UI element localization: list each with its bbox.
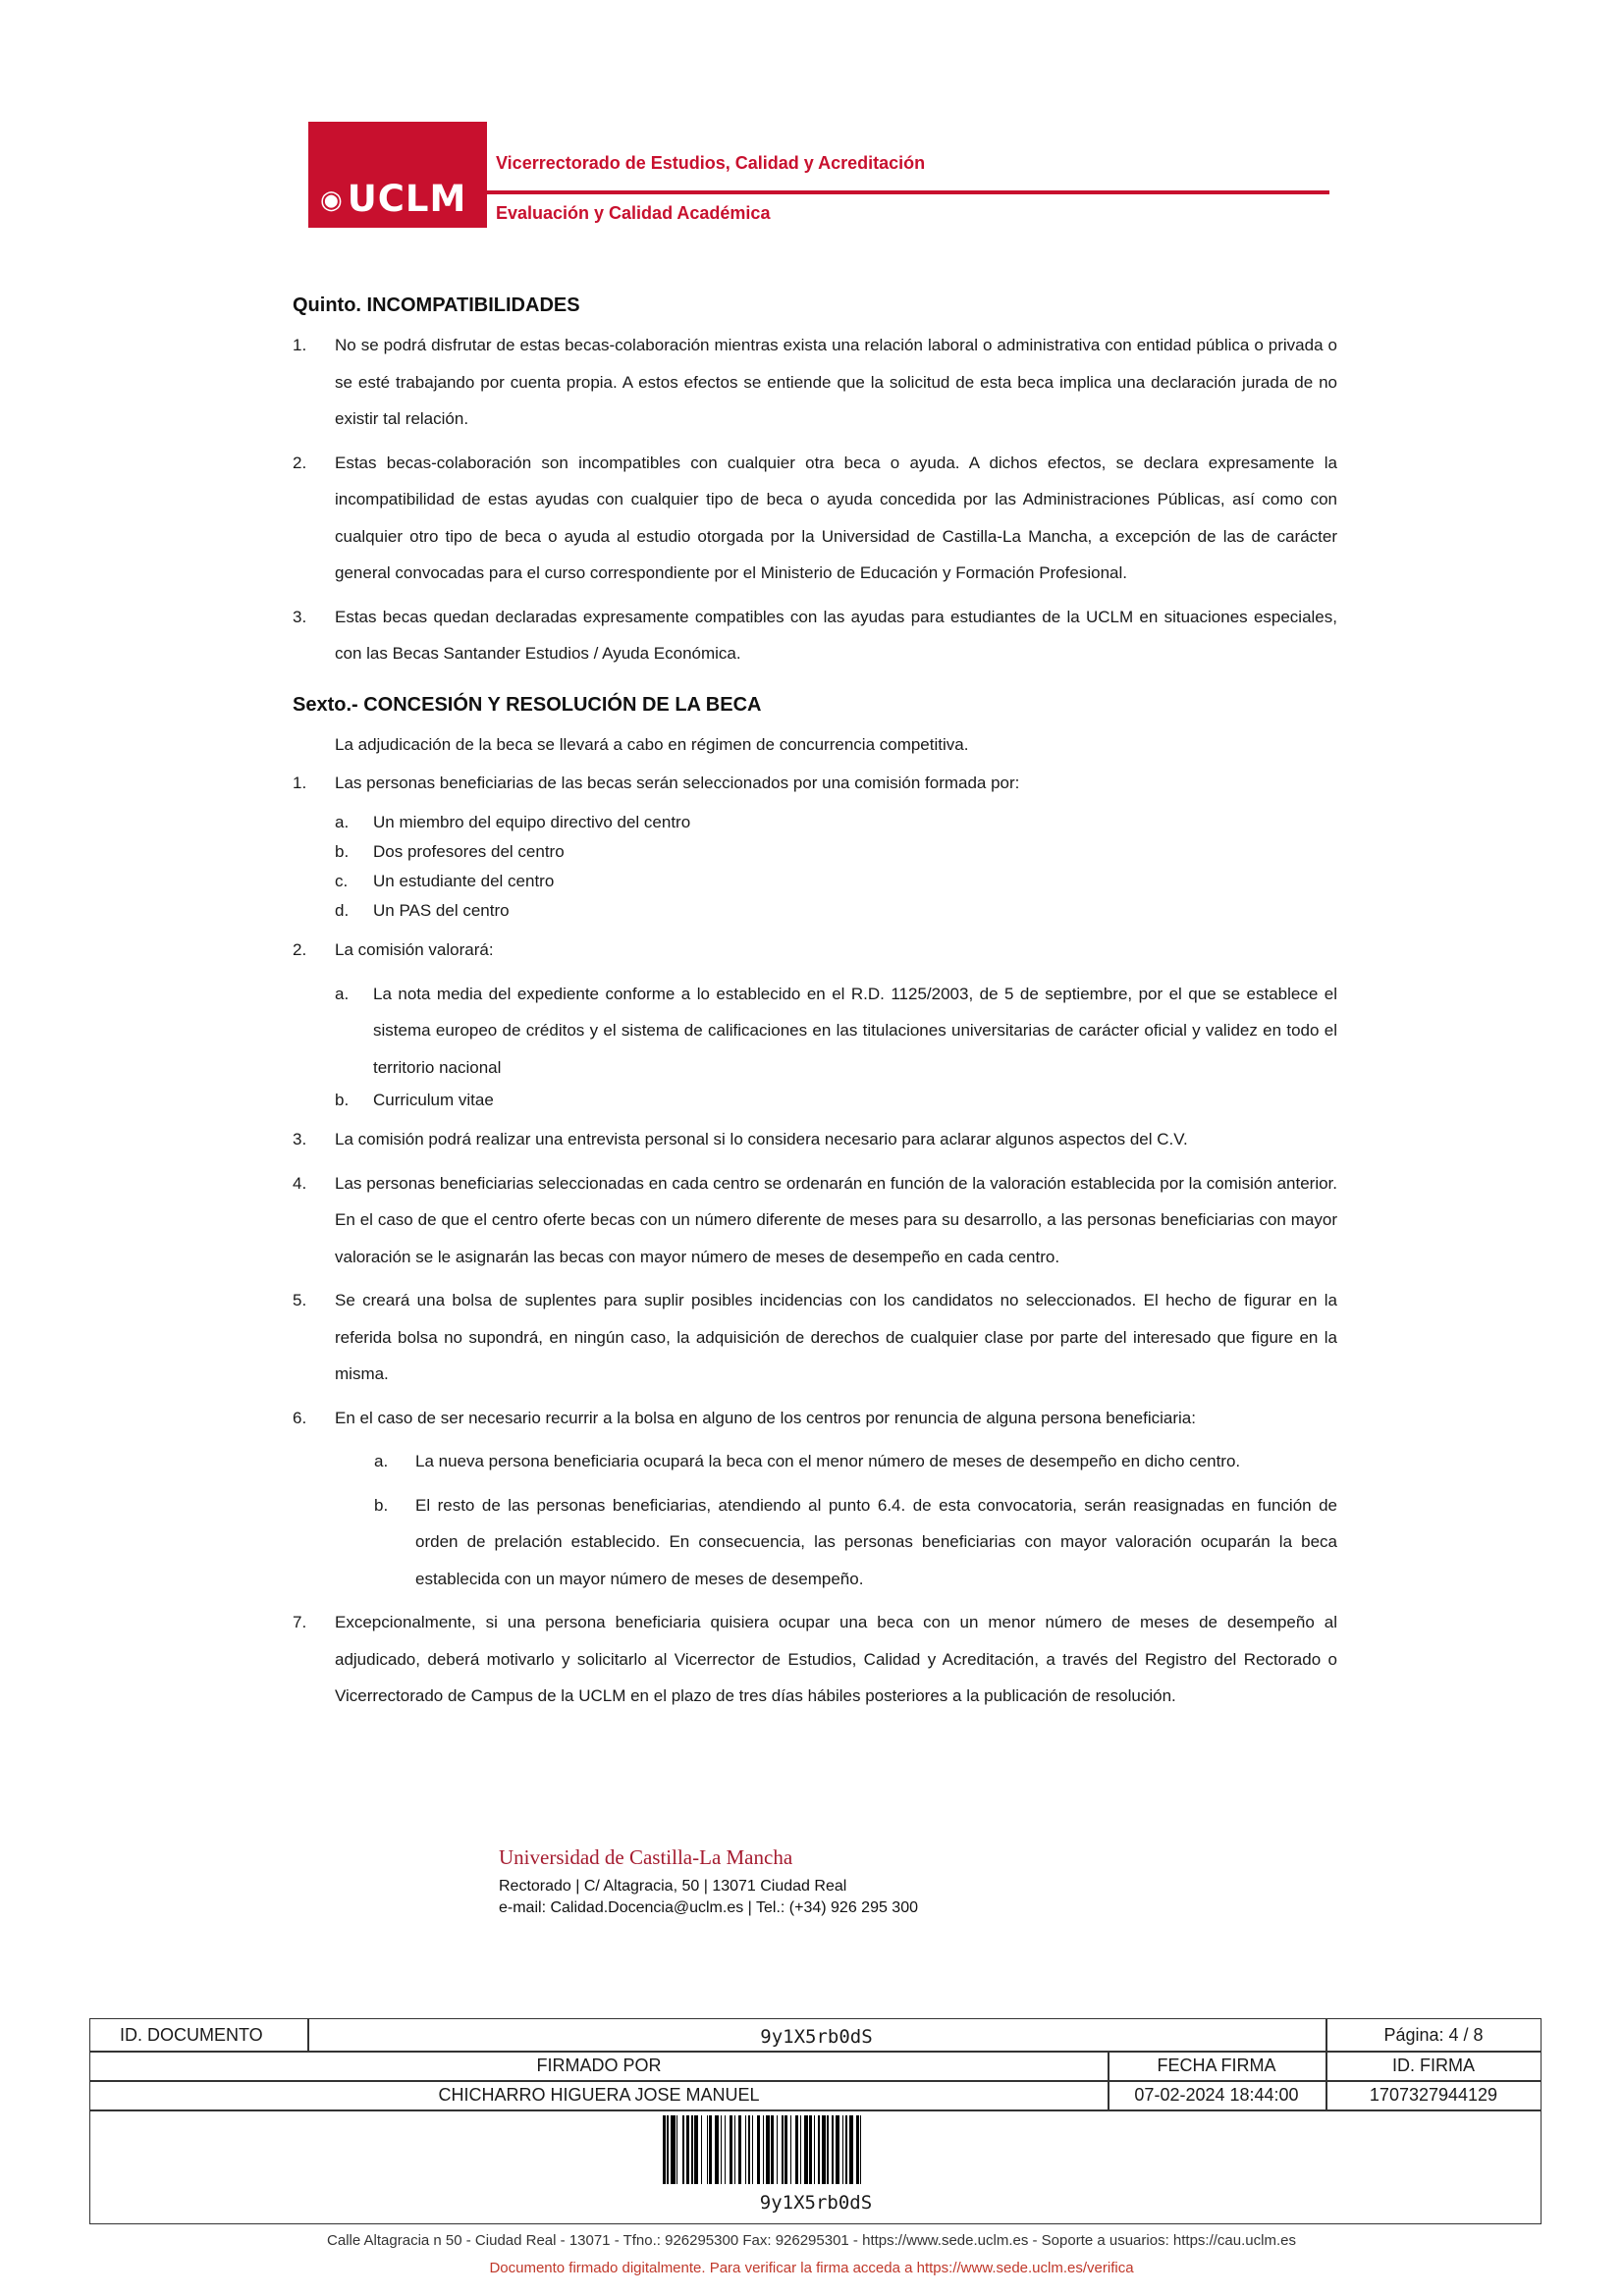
list-item: [293, 1165, 1337, 1276]
item-text: Las personas beneficiarias seleccionadas en cada centro se ordenarán en función de la valoración establecida por la comisión anterior. En el caso de que el centro oferte becas con un número diferente de meses para su desarrollo, a las personas beneficiarias con mayor valoración se le asignarán las becas con mayor número de meses de desempeño en cada centro.: [335, 1173, 1337, 1266]
uclm-logo: [308, 122, 487, 228]
section-title-quinto: Quinto. INCOMPATIBILIDADES: [293, 294, 580, 316]
list-item: [293, 1121, 1337, 1158]
header-divider: [487, 190, 1329, 194]
item-number: 1.: [293, 336, 307, 354]
sub-text: Un miembro del equipo directivo del centro: [373, 813, 691, 831]
sub-text: La nota media del expediente conforme a lo establecido en el R.D. 1125/2003, de 5 de septiembre, por el que se establece el sistema europeo de créditos y el sistema de calificaciones en las titulaciones universitarias de carácter oficial y validez en todo el territorio nacional: [373, 984, 1337, 1077]
header-unit: Evaluación y Calidad Académica: [496, 203, 771, 223]
sub-text: Un PAS del centro: [373, 901, 510, 920]
list-item: [293, 765, 1337, 802]
signature-id: 1707327944129: [1369, 2084, 1498, 2105]
signer-name: CHICHARRO HIGUERA JOSE MANUEL: [438, 2084, 760, 2105]
logo-text: UCLM: [347, 178, 467, 220]
item-number: 1.: [293, 773, 307, 792]
footer-verification-note: Documento firmado digitalmente. Para verificar la firma acceda a https://www.sede.uclm.es/verifica: [489, 2260, 1134, 2276]
list-item: [293, 1604, 1337, 1715]
email-text: e-mail: Calidad.Docencia@uclm.es: [499, 1899, 744, 1916]
sub-text: Curriculum vitae: [373, 1091, 494, 1109]
university-name: Universidad de Castilla-La Mancha: [499, 1845, 793, 1869]
document-barcode: [663, 2115, 967, 2184]
sub-item: [293, 867, 1337, 896]
signature-id-label: ID. FIRMA: [1392, 2055, 1475, 2075]
item-number: 3.: [293, 607, 307, 626]
item-number: 2.: [293, 940, 307, 959]
list-item: [293, 1400, 1337, 1437]
item-number: 7.: [293, 1613, 307, 1631]
item-text: No se podrá disfrutar de estas becas-colaboración mientras exista una relación laboral o administrativa con entidad pública o privada o se esté trabajando por cuenta propia. A estos efectos se entiende que la solicitud de esta beca implica una declaración jurada de no existir tal relación.: [335, 336, 1337, 428]
item-text: La comisión podrá realizar una entrevista personal si lo considera necesario para aclarar algunos aspectos del C.V.: [335, 1130, 1188, 1148]
signal-icon: ◉: [320, 186, 344, 215]
signed-by-label: FIRMADO POR: [536, 2055, 662, 2075]
sub-letter: b.: [335, 1091, 350, 1109]
list-item: [293, 932, 1337, 969]
signature-date-label: FECHA FIRMA: [1157, 2055, 1276, 2075]
item-number: 3.: [293, 1130, 307, 1148]
signature-table: [89, 2018, 1542, 2224]
page-number: Página: 4 / 8: [1383, 2024, 1484, 2045]
item-number: 2.: [293, 453, 307, 472]
sub-text: La nueva persona beneficiaria ocupará la beca con el menor número de meses de desempeño en dicho centro.: [415, 1452, 1241, 1470]
section-title-sexto: Sexto.- CONCESIÓN Y RESOLUCIÓN DE LA BECA: [293, 693, 762, 716]
item-text: Excepcionalmente, si una persona beneficiaria quisiera ocupar una beca con un menor número de meses de desempeño al adjudicado, deberá motivarlo y solicitarlo al Vicerrector de Estudios, Calidad y Acreditación, a través del Registro del Rectorado o Vicerrectorado de Campus de la UCLM en el plazo de tres días hábiles posteriores a la publicación de resolución.: [335, 1613, 1337, 1705]
item-number: 4.: [293, 1173, 307, 1193]
sub-item: [293, 837, 1337, 867]
barcode-bar: [861, 2115, 864, 2184]
item-text: La comisión valorará:: [335, 940, 494, 959]
item-text: Estas becas-colaboración son incompatibles con cualquier otra beca o ayuda. A dichos efectos, se declara expresamente la incompatibilidad de estas ayudas con cualquier tipo de beca o ayuda concedida por las Administraciones Públicas, así como con cualquier otro tipo de beca o ayuda al estudio otorgada por la Universidad de Castilla-La Mancha, a excepción de las de carácter general convocadas para el curso correspondiente por el Ministerio de Educación y Formación Profesional.: [335, 453, 1337, 582]
contact-line: [499, 1897, 918, 1919]
document-body: [293, 294, 1337, 1722]
id-document-label: ID. DOCUMENTO: [120, 2024, 263, 2045]
item-number: 6.: [293, 1408, 307, 1427]
item-text: Estas becas quedan declaradas expresamente compatibles con las ayudas para estudiantes de la UCLM en situaciones especiales, con las Becas Santander Estudios / Ayuda Económica.: [335, 607, 1337, 663]
signature-date: 07-02-2024 18:44:00: [1134, 2084, 1299, 2105]
sub-text: El resto de las personas beneficiarias, atendiendo al punto 6.4. de esta convocatoria, serán reasignadas en función de orden de prelación establecido. En consecuencia, las personas beneficiarias con mayor valoración ocuparán la beca establecida con un mayor número de meses de desempeño.: [415, 1495, 1337, 1588]
barcode-text: 9y1X5rb0dS: [759, 2192, 873, 2214]
list-item: [293, 1282, 1337, 1393]
item-text: Las personas beneficiarias de las becas serán seleccionados por una comisión formada por:: [335, 773, 1020, 792]
logo-wordmark: [320, 178, 466, 220]
header-department: Vicerrectorado de Estudios, Calidad y Acreditación: [496, 153, 926, 173]
section-intro: La adjudicación de la beca se llevará a cabo en régimen de concurrencia competitiva.: [335, 734, 969, 754]
sub-letter: a.: [335, 984, 350, 1003]
sub-letter: b.: [374, 1495, 389, 1515]
footer-contact: Calle Altagracia n 50 - Ciudad Real - 13071 - Tfno.: 926295300 Fax: 926295301 - https://www.sede.uclm.es - Soporte a usuarios: https://cau.uclm.es: [327, 2232, 1296, 2249]
sub-item: [293, 1086, 1337, 1115]
list-item: [293, 599, 1337, 672]
sub-letter: b.: [335, 842, 350, 861]
phone-text: | Tel.: (+34) 926 295 300: [743, 1899, 918, 1916]
address-line: Rectorado | C/ Altagracia, 50 | 13071 Ciudad Real: [499, 1878, 847, 1895]
id-document-value: 9y1X5rb0dS: [760, 2026, 873, 2048]
sub-letter: d.: [335, 901, 350, 920]
sub-letter: c.: [335, 872, 349, 890]
item-text: En el caso de ser necesario recurrir a la bolsa en alguno de los centros por renuncia de alguna persona beneficiaria:: [335, 1408, 1196, 1427]
list-item: [293, 445, 1337, 592]
sub-letter: a.: [335, 813, 350, 831]
sub-item: [293, 976, 1337, 1087]
address-block: [499, 1845, 918, 1919]
sub-letter: a.: [374, 1452, 389, 1470]
item-number: 5.: [293, 1291, 307, 1309]
sub-item: [293, 1487, 1337, 1598]
sub-item: [293, 1443, 1337, 1480]
row-divider: [90, 2109, 1541, 2111]
sub-text: Un estudiante del centro: [373, 872, 555, 890]
sub-item: [293, 808, 1337, 837]
sub-item: [293, 896, 1337, 926]
item-text: Se creará una bolsa de suplentes para suplir posibles incidencias con los candidatos no seleccionados. El hecho de figurar en la referida bolsa no supondrá, en ningún caso, la adquisición de derechos de cualquier clase por parte del interesado que figure en la misma.: [335, 1291, 1337, 1383]
list-item: [293, 327, 1337, 438]
sub-text: Dos profesores del centro: [373, 842, 565, 861]
